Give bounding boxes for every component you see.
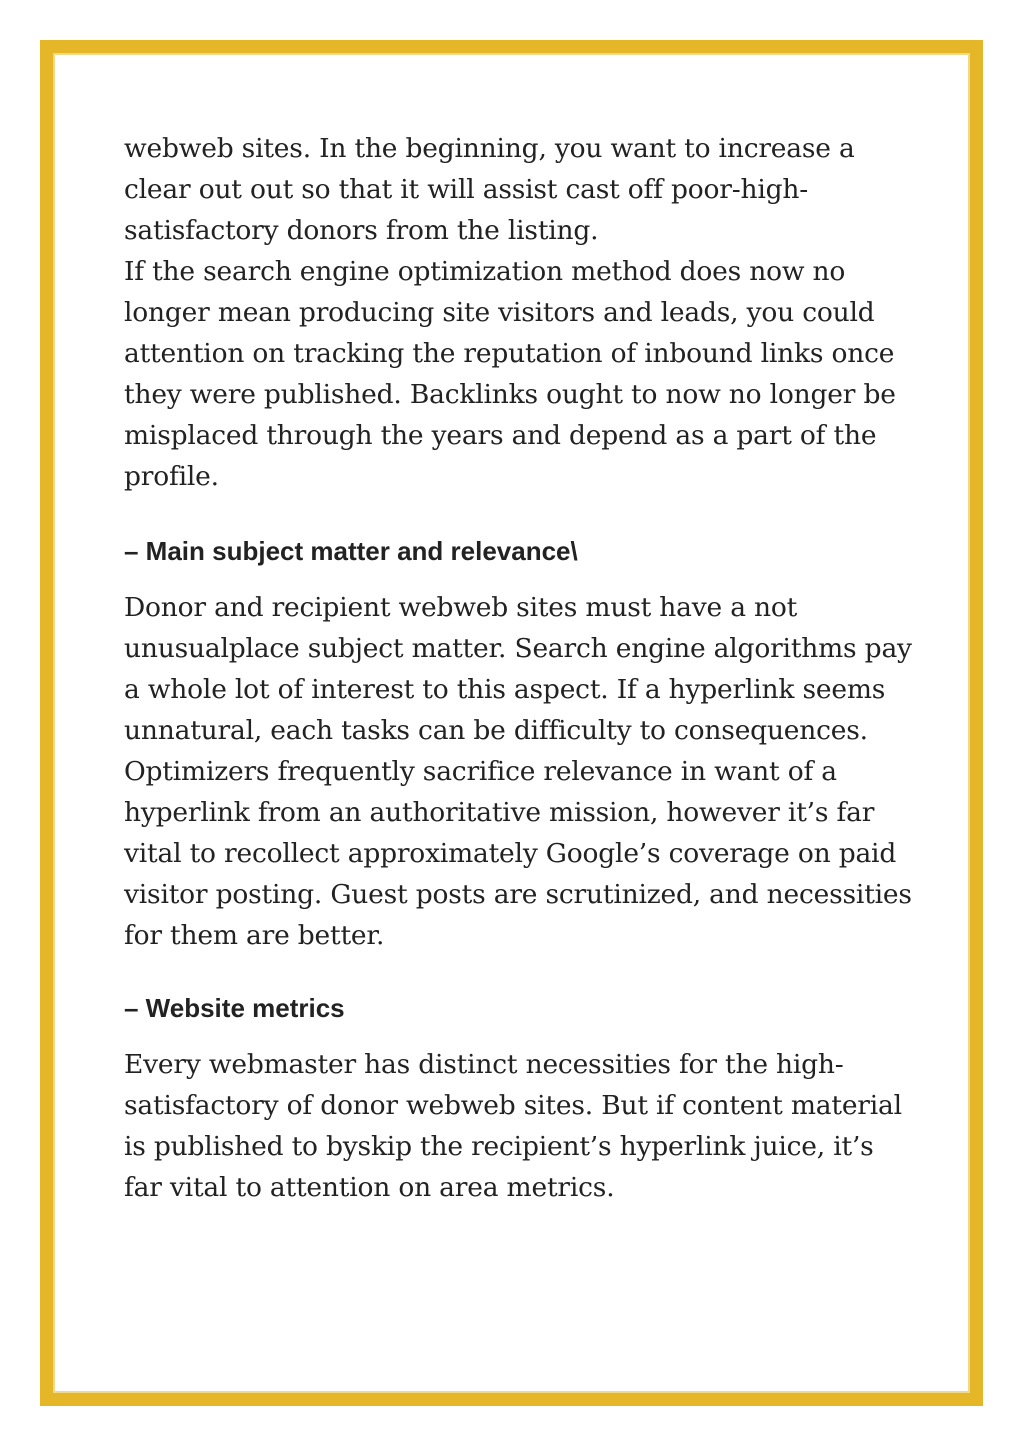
paragraph-seo-tracking: If the search engine optimization method does now no longer mean producing site visitors and leads, you could attention on tracking the reputation of inbound links once they were published. Backlinks ought to now no longer be misplaced through the years and depend as a part of the profile. [124, 256, 896, 492]
paragraph-optimizers: Optimizers frequently sacrifice relevance in want of a hyperlink from an authoritative mission, however it’s far vital to recollect approximately Google’s coverage on paid visitor posting. Guest posts are scrutinized, and necessities for them are better. [124, 756, 912, 951]
paragraph-subject-matter: Donor and recipient webweb sites must have a not unusualplace subject matter. Search engine algorithms pay a whole lot of interest to this aspect. If a hyperlink seems unnatural, each tasks can be difficulty to consequences. [124, 592, 912, 746]
paragraph-intro: webweb sites. In the beginning, you want to increase a clear out out so that it will assist cast off poor-high-satisfactory donors from the listing. [124, 133, 855, 246]
document-body [124, 128, 914, 1208]
section-heading-relevance: – Main subject matter and relevance\ [124, 536, 578, 566]
paragraph-webmaster: Every webmaster has distinct necessities for the high-satisfactory of donor webweb sites. But if content material is published to byskip the recipient’s hyperlink juice, it’s far vital to attention on area metrics. [124, 1049, 902, 1203]
section-heading-metrics: – Website metrics [124, 993, 345, 1023]
